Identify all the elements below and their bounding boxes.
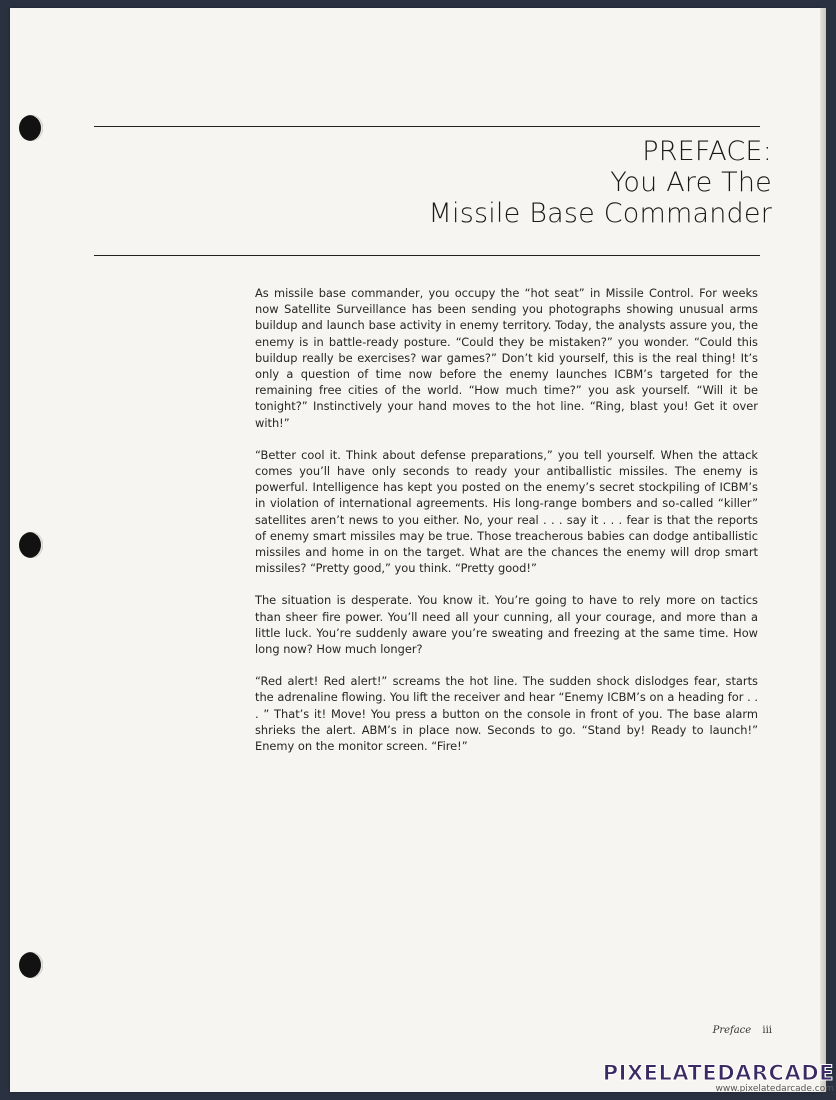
binder-hole-middle bbox=[19, 532, 43, 558]
watermark bbox=[603, 1062, 834, 1094]
page-footer bbox=[713, 1025, 772, 1036]
body-text bbox=[255, 285, 758, 770]
footer-section-label: Preface bbox=[712, 1025, 752, 1036]
title-line-2: You Are The bbox=[610, 167, 772, 198]
title-line-1: PREFACE: bbox=[642, 136, 772, 167]
watermark-url: www.pixelatedarcade.com bbox=[715, 1084, 834, 1094]
watermark-brand: PIXELATEDARCADE bbox=[602, 1061, 834, 1085]
paragraph: The situation is desperate. You know it. You’re going to have to rely more on tactics than sheer fire power. You’ll need all your cunning, all your courage, and more than a little luck. You’re suddenly aware you’re sweating and freezing at the same time. How long now? How much longer? bbox=[255, 593, 758, 657]
page-number: iii bbox=[762, 1025, 772, 1036]
paragraph: “Better cool it. Think about defense preparations,” you tell yourself. When the attack comes you’ll have only seconds to ready your antiballistic missiles. The enemy is powerful. Intelligence has kept you posted on the enemy’s secret stockpiling of ICBM’s in violation of international agreements. His long-range bombers and so-called “killer” satellites aren’t news to you either. No, your real . . . say it . . . fear is that the reports of enemy smart missiles may be true. Those treacherous babies can dodge antiballistic missiles and home in on the target. What are the chances the enemy will drop smart missiles? “Pretty good,” you think. “Pretty good!” bbox=[255, 447, 758, 576]
paragraph: “Red alert! Red alert!” screams the hot line. The sudden shock dislodges fear, starts the adrenaline flowing. You lift the receiver and hear “Enemy ICBM’s on a heading for . . . ” That’s it! Move! You press a button on the console in front of you. The base alarm shrieks the alert. ABM’s in place now. Seconds to go. “Stand by! Ready to launch!” Enemy on the monitor screen. “Fire!” bbox=[255, 674, 758, 754]
title-line-3: Missile Base Commander bbox=[428, 198, 772, 229]
paragraph: As missile base commander, you occupy the “hot seat” in Missile Control. For weeks now Satellite Surveillance has been sending you photographs showing unusual arms buildup and launch base activity in enemy territory. Today, the analysts assure you, the enemy is in battle-ready posture. “Could they be mistaken?” you wonder. “Could this buildup really be exercises? war games?” Don’t kid yourself, this is the real thing! It’s only a question of time now before the enemy launches ICBM’s targeted for the remaining free cities of the world. “How much time?” you ask yourself. “Will it be tonight?” Instinctively your hand moves to the hot line. “Ring, blast you! Get it over with!” bbox=[255, 286, 758, 430]
page-title bbox=[429, 136, 773, 229]
binder-hole-bottom bbox=[19, 952, 43, 978]
binder-hole-top bbox=[19, 115, 43, 141]
page-edge bbox=[820, 8, 826, 1092]
header-rule-top bbox=[94, 126, 760, 127]
header-rule-bottom bbox=[94, 255, 760, 256]
